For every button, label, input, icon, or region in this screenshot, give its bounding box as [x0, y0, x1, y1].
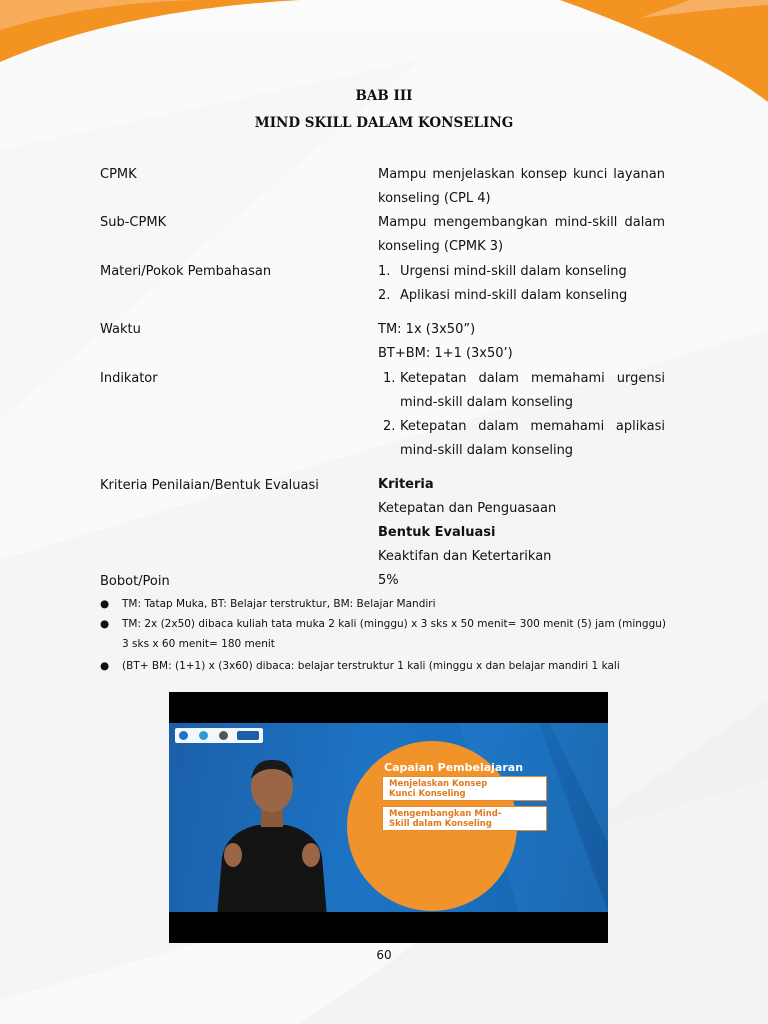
kriteria-heading: Kriteria [378, 477, 434, 492]
indikator-item-number: 1. [383, 371, 396, 386]
box-line: Kunci Konseling [389, 789, 466, 799]
chapter-number: BAB III [355, 88, 413, 104]
video-heading: Capaian Pembelajaran [384, 761, 524, 774]
materi-label: Materi/Pokok Pembahasan [100, 264, 272, 279]
note-text: (BT+ BM: (1+1) x (3x60) dibaca: belajar terstruktur 1 kali (minggu x dan belajar mandiri 1 kali [122, 660, 620, 672]
video-frame [169, 692, 608, 943]
institution-logos [175, 728, 263, 743]
indikator-item-line1: Ketepatan dalam memahami urgensi [400, 371, 665, 386]
kriteria-label: Kriteria Penilaian/Bentuk Evaluasi [100, 478, 319, 493]
note-text: TM: Tatap Muka, BT: Belajar terstruktur, BM: Belajar Mandiri [122, 598, 436, 610]
cpmk-value-line1: Mampu menjelaskan konsep kunci layanan [378, 167, 665, 182]
materi-item-text: Aplikasi mind-skill dalam konseling [400, 288, 628, 303]
note-text: TM: 2x (2x50) dibaca kuliah tata muka 2 kali (minggu) x 3 sks x 50 menit= 300 menit (5) jam (minggu) 3 sks x 60 menit= 180 menit [122, 618, 666, 650]
subcpmk-value-line2: konseling (CPMK 3) [378, 239, 504, 254]
box-line: Skill dalam Konseling [389, 819, 492, 829]
cpmk-label: CPMK [100, 167, 137, 182]
learning-outcome-box [382, 776, 547, 801]
materi-item-number: 2. [378, 288, 391, 303]
cpmk-value-line2: konseling (CPL 4) [378, 191, 491, 206]
materi-item [378, 260, 665, 284]
subcpmk-value-line1: Mampu mengembangkan mind-skill dalam [378, 215, 665, 230]
waktu-label: Waktu [100, 322, 141, 337]
indikator-item [383, 415, 665, 463]
indikator-item-line1: Ketepatan dalam memahami aplikasi [400, 419, 665, 434]
bullet-icon: ● [100, 618, 110, 630]
waktu-value-line1: TM: 1x (3x50”) [378, 322, 476, 337]
indikator-item-number: 2. [383, 419, 396, 434]
learning-outcome-box [382, 806, 547, 831]
note-item [100, 656, 670, 676]
chapter-title: MIND SKILL DALAM KONSELING [254, 115, 514, 131]
materi-item-text: Urgensi mind-skill dalam konseling [400, 264, 627, 279]
bentuk-evaluasi-value: Keaktifan dan Ketertarikan [378, 549, 552, 564]
bobot-label: Bobot/Poin [100, 574, 170, 589]
waktu-value-line2: BT+BM: 1+1 (3x50’) [378, 346, 513, 361]
note-item [100, 594, 670, 614]
note-item [100, 614, 670, 654]
bentuk-evaluasi-heading: Bentuk Evaluasi [378, 525, 496, 540]
presenter-figure [197, 757, 347, 912]
materi-item-number: 1. [378, 264, 391, 279]
indikator-item-line2: mind-skill dalam konseling [400, 395, 574, 410]
video-screen [169, 723, 608, 912]
page-number: 60 [376, 948, 392, 962]
bullet-icon: ● [100, 660, 110, 672]
indikator-item [383, 367, 665, 415]
indikator-item-line2: mind-skill dalam konseling [400, 443, 574, 458]
box-line: Menjelaskan Konsep [389, 779, 488, 789]
materi-item [378, 284, 665, 308]
indikator-label: Indikator [100, 371, 158, 386]
bobot-value: 5% [378, 573, 399, 588]
kriteria-value: Ketepatan dan Penguasaan [378, 501, 557, 516]
bullet-icon: ● [100, 598, 110, 610]
box-line: Mengembangkan Mind- [389, 809, 502, 819]
subcpmk-label: Sub-CPMK [100, 215, 167, 230]
